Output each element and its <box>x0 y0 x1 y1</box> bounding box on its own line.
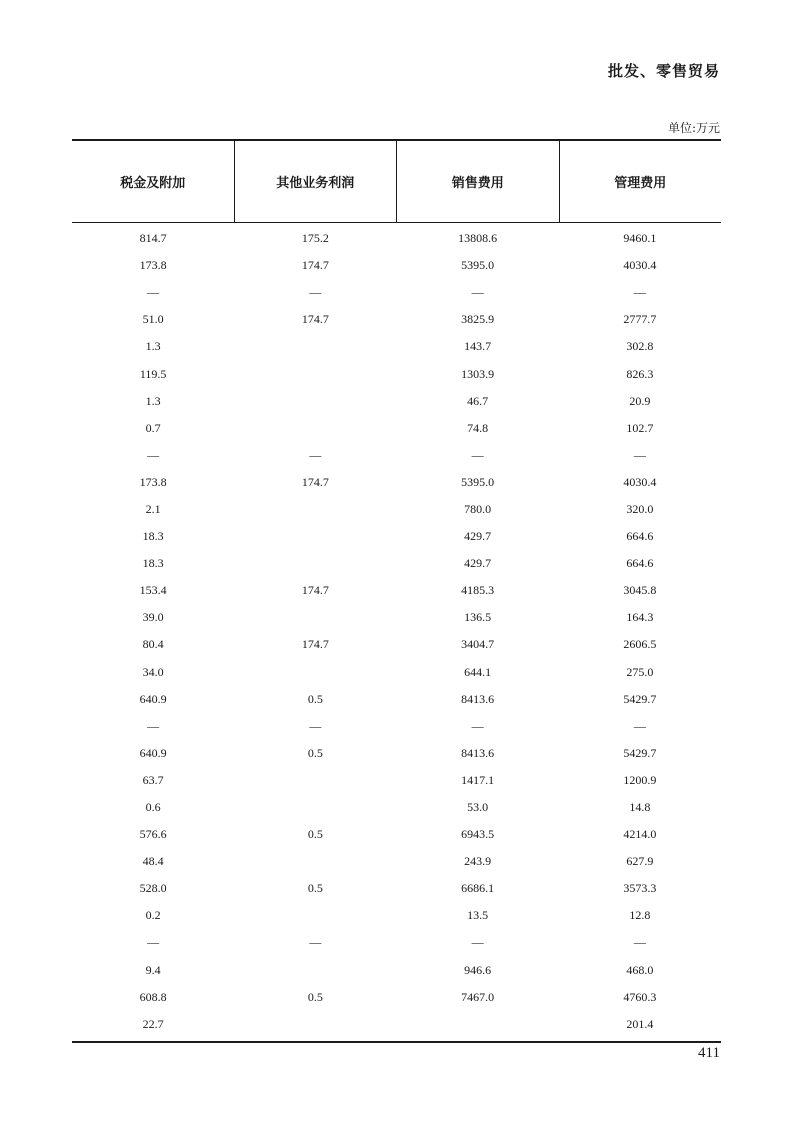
table-row <box>72 225 721 252</box>
data-table <box>72 139 721 1043</box>
table-row <box>72 577 721 604</box>
table-cell: — <box>471 718 484 733</box>
table-cell: 4760.3 <box>623 989 657 1004</box>
table-header-row <box>72 141 721 223</box>
table-row <box>72 360 721 387</box>
table-cell: — <box>633 285 646 300</box>
table-row <box>72 686 721 713</box>
table-cell: — <box>309 447 322 462</box>
table-cell: 9460.1 <box>623 231 657 246</box>
table-row <box>72 604 721 631</box>
table-cell: 5395.0 <box>461 474 495 489</box>
table-row <box>72 848 721 875</box>
table-cell: 780.0 <box>464 501 492 516</box>
table-cell: 0.5 <box>307 881 323 896</box>
table-cell: 174.7 <box>301 583 329 598</box>
unit-label: 单位:万元 <box>667 121 720 135</box>
table-cell: 2606.5 <box>623 637 657 652</box>
table-cell: 0.6 <box>145 800 161 815</box>
table-cell: 640.9 <box>139 745 167 760</box>
table-cell: 80.4 <box>142 637 164 652</box>
table-cell: 3825.9 <box>461 312 495 327</box>
table-cell: 1303.9 <box>461 366 495 381</box>
table-cell: 34.0 <box>142 664 164 679</box>
table-cell: 18.3 <box>142 529 164 544</box>
table-cell: — <box>147 718 160 733</box>
table-cell: 12.8 <box>629 908 651 923</box>
table-cell: 0.5 <box>307 745 323 760</box>
table-row <box>72 794 721 821</box>
table-cell: 173.8 <box>139 258 167 273</box>
table-row <box>72 740 721 767</box>
table-row <box>72 333 721 360</box>
table-cell: 627.9 <box>626 854 654 869</box>
column-header-admin-expenses: 管理费用 <box>614 176 667 191</box>
table-cell: 13.5 <box>467 908 489 923</box>
table-cell: 20.9 <box>629 393 651 408</box>
column-header-tax-surcharges: 税金及附加 <box>72 141 235 222</box>
table-cell: 102.7 <box>626 420 654 435</box>
table-cell: 3045.8 <box>623 583 657 598</box>
table-cell: 74.8 <box>467 420 489 435</box>
table-cell: 320.0 <box>626 501 654 516</box>
table-cell: 8413.6 <box>461 745 495 760</box>
table-cell: 1417.1 <box>461 772 495 787</box>
table-cell: 174.7 <box>301 258 329 273</box>
table-cell: 576.6 <box>139 827 167 842</box>
table-cell: 243.9 <box>464 854 492 869</box>
table-cell: 4030.4 <box>623 474 657 489</box>
table-cell: 153.4 <box>139 583 167 598</box>
table-cell: 174.7 <box>301 637 329 652</box>
table-cell: 302.8 <box>626 339 654 354</box>
table-cell: 468.0 <box>626 962 654 977</box>
table-cell: 4185.3 <box>461 583 495 598</box>
table-cell: 13808.6 <box>458 231 498 246</box>
table-cell: — <box>633 935 646 950</box>
table-cell: 119.5 <box>139 366 167 381</box>
table-cell: 39.0 <box>142 610 164 625</box>
table-cell: 6943.5 <box>461 827 495 842</box>
table-row <box>72 550 721 577</box>
table-cell: 51.0 <box>142 312 164 327</box>
table-cell: 1.3 <box>145 393 161 408</box>
table-row <box>72 902 721 929</box>
table-cell: — <box>147 447 160 462</box>
column-header-selling-expenses: 销售费用 <box>397 141 560 222</box>
table-cell: — <box>633 447 646 462</box>
table-cell: 814.7 <box>139 231 167 246</box>
table-cell: 1200.9 <box>623 772 657 787</box>
table-row <box>72 957 721 984</box>
table-row <box>72 523 721 550</box>
table-cell: 0.7 <box>145 420 161 435</box>
table-cell: — <box>147 285 160 300</box>
table-row <box>72 279 721 306</box>
column-header-other-business-profit: 其他业务利润 <box>235 141 398 222</box>
table-cell: — <box>471 935 484 950</box>
table-cell: 53.0 <box>467 800 489 815</box>
table-cell: 5395.0 <box>461 258 495 273</box>
table-cell: 3404.7 <box>461 637 495 652</box>
table-cell: 5429.7 <box>623 691 657 706</box>
table-cell: 644.1 <box>464 664 492 679</box>
table-cell: 173.8 <box>139 474 167 489</box>
table-row <box>72 496 721 523</box>
table-cell: 0.5 <box>307 989 323 1004</box>
table-cell: 7467.0 <box>461 989 495 1004</box>
table-cell: 6686.1 <box>461 881 495 896</box>
table-row <box>72 929 721 956</box>
table-cell: 4214.0 <box>623 827 657 842</box>
table-cell: 0.5 <box>307 827 323 842</box>
table-cell: 0.2 <box>145 908 161 923</box>
table-cell: 0.5 <box>307 691 323 706</box>
table-row <box>72 713 721 740</box>
table-row <box>72 631 721 658</box>
table-row <box>72 388 721 415</box>
table-cell: 946.6 <box>464 962 492 977</box>
table-cell: 175.2 <box>301 231 329 246</box>
table-cell: 14.8 <box>629 800 651 815</box>
page-number: 411 <box>698 1045 720 1061</box>
table-cell: — <box>471 447 484 462</box>
table-row <box>72 984 721 1011</box>
table-cell: 4030.4 <box>623 258 657 273</box>
table-cell: 22.7 <box>142 1016 164 1031</box>
table-row <box>72 469 721 496</box>
table-cell: 46.7 <box>467 393 489 408</box>
table-cell: 640.9 <box>139 691 167 706</box>
table-body <box>72 223 721 1038</box>
table-cell: 5429.7 <box>623 745 657 760</box>
table-cell: 664.6 <box>626 529 654 544</box>
table-cell: 429.7 <box>464 556 492 571</box>
table-cell: — <box>309 935 322 950</box>
table-row <box>72 821 721 848</box>
table-bottom-rule <box>72 1041 721 1043</box>
table-cell: 608.8 <box>139 989 167 1004</box>
table-cell: 1.3 <box>145 339 161 354</box>
table-cell: 2.1 <box>145 501 161 516</box>
table-row <box>72 306 721 333</box>
table-cell: 664.6 <box>626 556 654 571</box>
table-cell: 18.3 <box>142 556 164 571</box>
section-title: 批发、零售贸易 <box>607 62 720 80</box>
table-cell: 164.3 <box>626 610 654 625</box>
table-cell: 826.3 <box>626 366 654 381</box>
table-cell: 429.7 <box>464 529 492 544</box>
table-cell: 8413.6 <box>461 691 495 706</box>
table-cell: 3573.3 <box>623 881 657 896</box>
table-cell: — <box>309 718 322 733</box>
table-cell: 201.4 <box>626 1016 654 1031</box>
table-cell: 528.0 <box>139 881 167 896</box>
table-row <box>72 767 721 794</box>
table-row <box>72 252 721 279</box>
table-cell: 48.4 <box>142 854 164 869</box>
table-cell: 143.7 <box>464 339 492 354</box>
table-cell: 275.0 <box>626 664 654 679</box>
table-row <box>72 875 721 902</box>
table-cell: 174.7 <box>301 474 329 489</box>
table-cell: — <box>633 718 646 733</box>
table-row <box>72 442 721 469</box>
table-cell: — <box>147 935 160 950</box>
table-cell: 2777.7 <box>623 312 657 327</box>
table-row <box>72 659 721 686</box>
table-row <box>72 1011 721 1038</box>
table-cell: 174.7 <box>301 312 329 327</box>
table-cell: 63.7 <box>142 772 164 787</box>
table-row <box>72 415 721 442</box>
table-cell: 9.4 <box>145 962 161 977</box>
table-cell: — <box>309 285 322 300</box>
table-cell: — <box>471 285 484 300</box>
table-cell: 136.5 <box>464 610 492 625</box>
